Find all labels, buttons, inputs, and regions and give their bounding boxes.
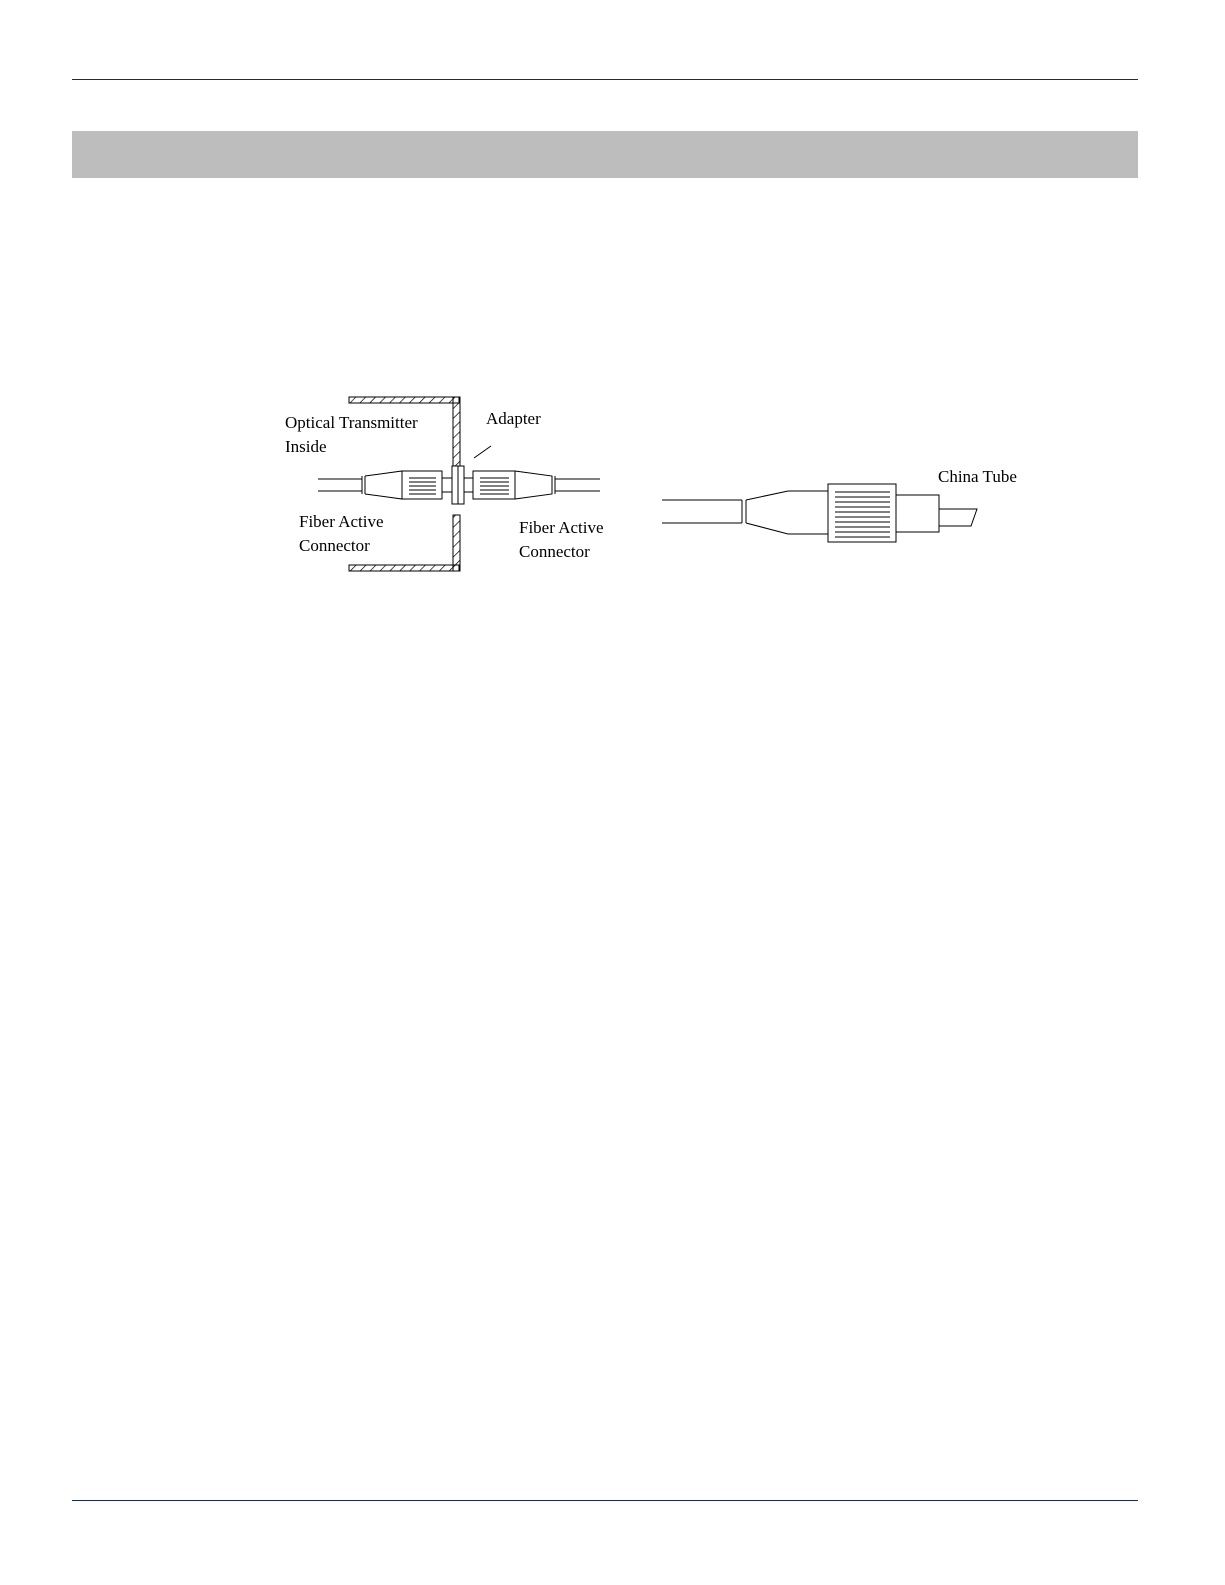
- label-optical-transmitter: Optical Transmitter: [285, 413, 418, 432]
- right-fiber-connector: [473, 471, 600, 499]
- label-connector-left: Connector: [299, 536, 370, 555]
- label-fiber-active-left: Fiber Active: [299, 512, 384, 531]
- label-fiber-active-right: Fiber Active: [519, 518, 604, 537]
- label-connector-right: Connector: [519, 542, 590, 561]
- left-fiber-connector: [318, 471, 452, 499]
- connector-detail: [662, 484, 977, 542]
- label-adapter: Adapter: [486, 409, 541, 428]
- label-china-tube: China Tube: [938, 467, 1017, 486]
- label-inside: Inside: [285, 437, 327, 456]
- footer-rule: [72, 1500, 1138, 1501]
